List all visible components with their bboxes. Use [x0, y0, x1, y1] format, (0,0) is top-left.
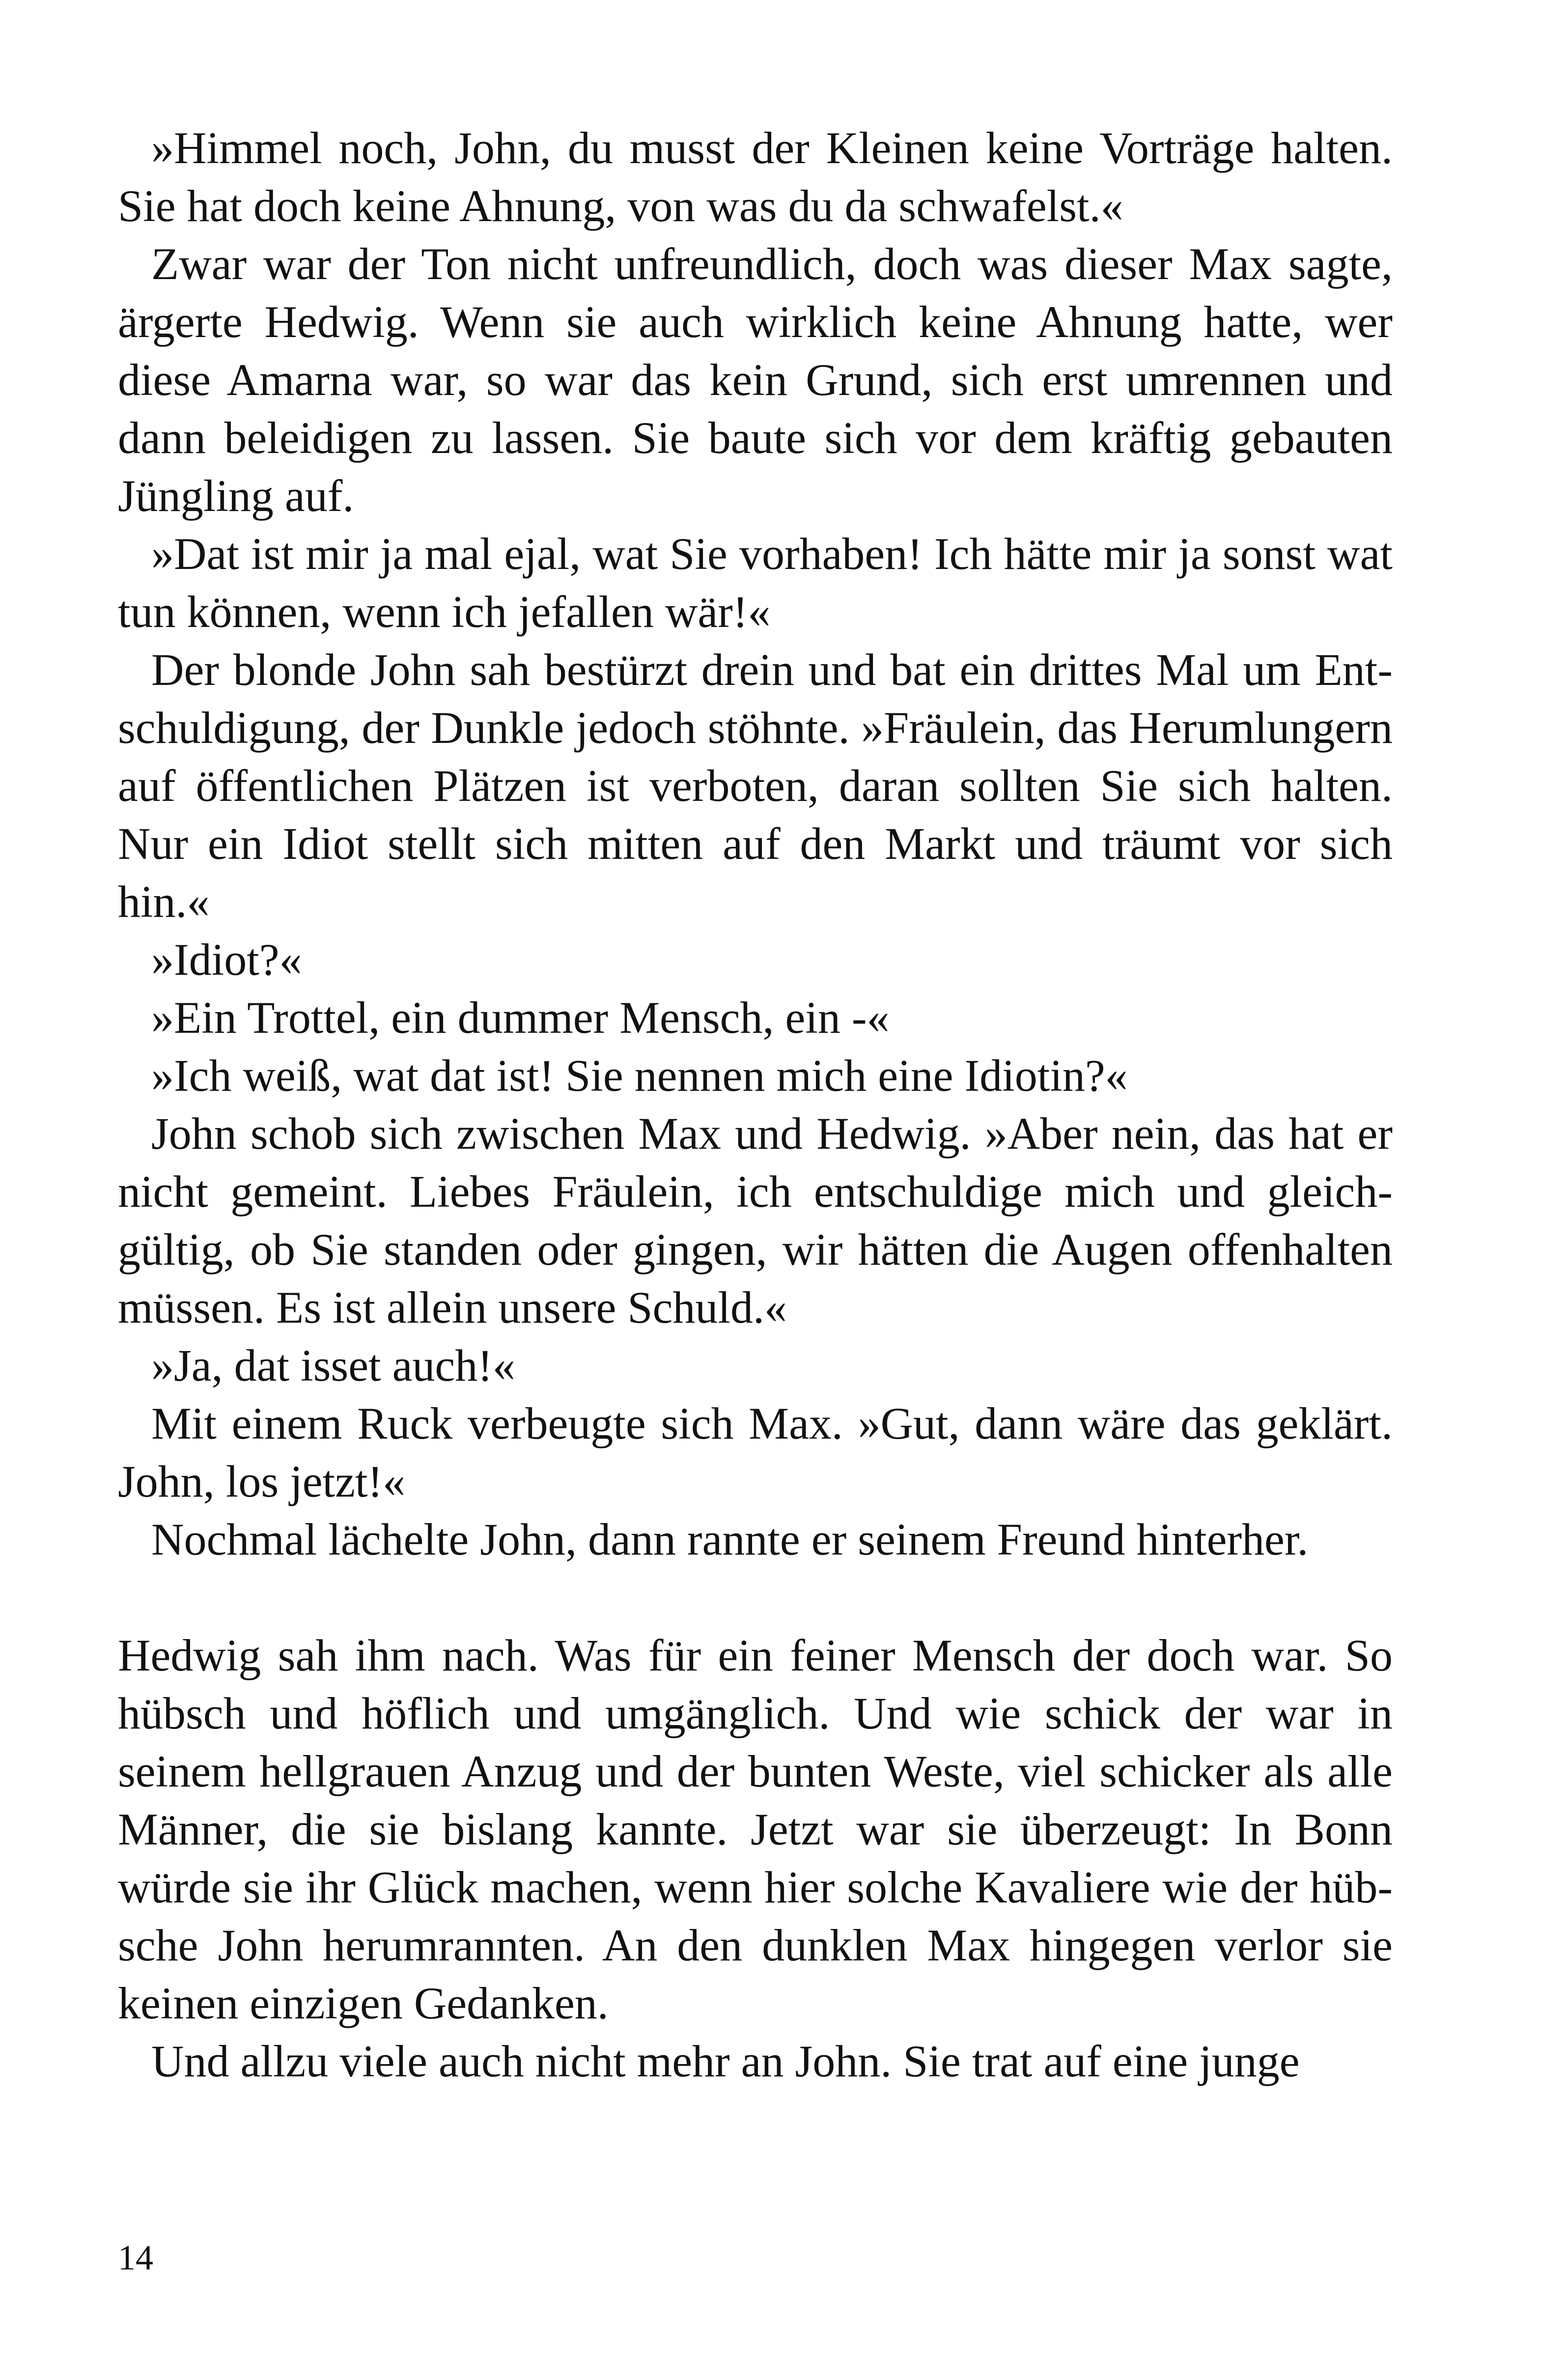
page-number: 14	[118, 2238, 153, 2277]
paragraph-13: Und allzu viele auch nicht mehr an John. Sie trat auf eine junge	[151, 2036, 1300, 2086]
paragraph-8: John schob sich zwischen Max und Hedwig. »Aber nein, das hat er nicht gemeint. Liebes Fräulein, ich entschuldige mich und gleichgültig, ob Sie standen oder gingen, wir hätten die Augen offenhalten müssen. Es ist allein unsere Schuld.«	[118, 1108, 1393, 1332]
paragraph-1: »Himmel noch, John, du musst der Kleinen keine Vorträge halten. Sie hat doch keine Ahnung, von was du da schwafelst.«	[118, 123, 1393, 231]
paragraph-7: »Ich weiß, wat dat ist! Sie nennen mich eine Idiotin?«	[151, 1050, 1128, 1101]
paragraph-5: »Idiot?«	[151, 935, 302, 985]
body-text	[118, 119, 1393, 2090]
section-break	[118, 1568, 1393, 1626]
paragraph-12: Hedwig sah ihm nach. Was für ein feiner Mensch der doch war. So hübsch und höflich und umgänglich. Und wie schick der war in seinem hellgrauen Anzug und der bunten Weste, viel schicker als alle Männer, die sie bislang kannte. Jetzt war sie überzeugt: In Bonn würde sie ihr Glück machen, wenn hier solche Kavaliere wie der hübsche John herumrannten. An den dunklen Max hingegen verlor sie keinen einzigen Gedanken.	[118, 1630, 1393, 2028]
paragraph-10: Mit einem Ruck verbeugte sich Max. »Gut, dann wäre das geklärt. John, los jetzt!«	[118, 1398, 1393, 1506]
paragraph-11: Nochmal lächelte John, dann rannte er seinem Freund hinterher.	[151, 1514, 1309, 1564]
paragraph-3: »Dat ist mir ja mal ejal, wat Sie vorhaben! Ich hätte mir ja sonst wat tun können, wenn ich jefallen wär!«	[118, 529, 1393, 637]
paragraph-2: Zwar war der Ton nicht unfreundlich, doch was dieser Max sagte, ärgerte Hedwig. Wenn sie auch wirklich keine Ahnung hatte, wer diese Amarna war, so war das kein Grund, sich erst umrennen und dann beleidigen zu lassen. Sie baute sich vor dem kräftig gebauten Jüngling auf.	[118, 239, 1393, 521]
paragraph-9: »Ja, dat isset auch!«	[151, 1340, 515, 1390]
paragraph-4: Der blonde John sah bestürzt drein und bat ein drittes Mal um Entschuldigung, der Dunkle jedoch stöhnte. »Fräulein, das Herumlungern auf öffentlichen Plätzen ist verboten, daran sollten Sie sich halten. Nur ein Idiot stellt sich mitten auf den Markt und träumt vor sich hin.«	[118, 645, 1393, 927]
paragraph-6: »Ein Trottel, ein dummer Mensch, ein -«	[151, 992, 890, 1043]
